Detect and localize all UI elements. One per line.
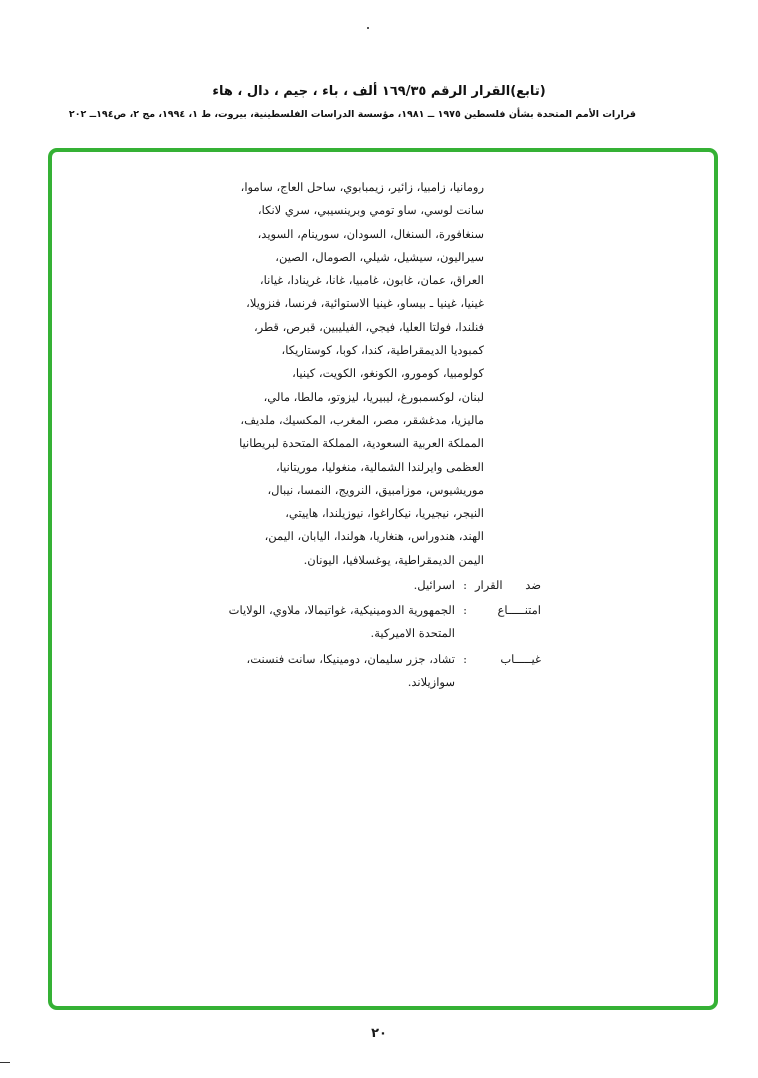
text-line: موريشيوس، موزامبيق، النرويج، النمسا، نيبال، [267, 482, 484, 497]
text-line: فنلندا، فولتا العليا، فيجي، الفيليبين، قبرص، قطر، [253, 319, 484, 334]
scan-edge-mark [0, 1062, 10, 1063]
text-line: المتحدة الاميركية. [370, 626, 455, 641]
text-line: اليمن الديمقراطية، يوغسلافيا، اليونان. [303, 552, 484, 567]
text-line: المملكة العربية السعودية، المملكة المتحدة لبريطانيا [239, 436, 484, 451]
text-line: سوازيلاند. [407, 675, 455, 690]
text-line: رومانيا، زامبيا، زائير، زيمبابوي، ساحل العاج، ساموا، [240, 180, 484, 194]
text-line: الجمهورية الدومينيكية، غواتيمالا، ملاوي، الولايات [228, 603, 455, 617]
abstaining-label: امتنـــــاع [497, 603, 541, 617]
text-line: العظمى وايرلندا الشمالية، منغوليا، موريتانيا، [275, 459, 484, 474]
abstaining-colon: : [463, 603, 467, 617]
source-citation: قرارات الأمم المتحدة بشأن فلسطين ١٩٧٥ ــ ١٩٨١، مؤسسة الدراسات الفلسطينية، بيروت، ط ١، ١٩٩٤، مج ٢، ص١٩٤ــ ٢٠٢ [68, 109, 636, 120]
in-favour-country-list [212, 176, 484, 572]
page-number: ٢٠ [371, 1026, 387, 1041]
text-line: سانت لوسي، ساو تومي وبرينسيبي، سري لانكا، [257, 203, 484, 218]
absent-value [246, 648, 455, 695]
text-line: سيراليون، سيشيل، شيلي، الصومال، الصين، [275, 249, 484, 264]
text-line: تشاد، جزر سليمان، دومينيكا، سانت فنسنت، [246, 652, 455, 666]
absent-colon: : [463, 652, 467, 666]
against-label: ضد القرار [475, 578, 541, 592]
text-line: كمبوديا الديمقراطية، كندا، كوبا، كوستاريكا، [281, 343, 484, 358]
text-line: العراق، عمان، غابون، غامبيا، غانا، غرينادا، غيانا، [259, 273, 484, 288]
scan-speck [367, 27, 369, 29]
text-line: الهند، هندوراس، هنغاريا، هولندا، اليابان، اليمن، [264, 529, 484, 544]
text-line: غينيا، غينيا ـ بيساو، غينيا الاستوائية، فرنسا، فنزويلا، [246, 296, 484, 311]
text-line: النيجر، نيجيريا، نيكاراغوا، نيوزيلندا، هاييتي، [285, 506, 484, 521]
text-line: اسرائيل. [413, 578, 455, 592]
page-title: (تابع)القرار الرقم ١٦٩/٣٥ ألف ، باء ، جيم ، دال ، هاء [212, 84, 546, 99]
text-line: لبنان، لوكسمبورغ، ليبيريا، ليزوتو، مالطا، مالي، [263, 389, 484, 404]
text-line: سنغافورة، السنغال، السودان، سورينام، السويد، [257, 226, 484, 241]
abstaining-value [228, 599, 455, 646]
text-line: كولومبيا، كومورو، الكونغو، الكويت، كينيا، [292, 366, 484, 381]
text-line: ماليزيا، مدغشقر، مصر، المغرب، المكسيك، ملديف، [240, 412, 484, 427]
absent-label: غيـــــاب [500, 652, 541, 666]
against-colon: : [463, 578, 467, 592]
against-value [269, 574, 455, 597]
